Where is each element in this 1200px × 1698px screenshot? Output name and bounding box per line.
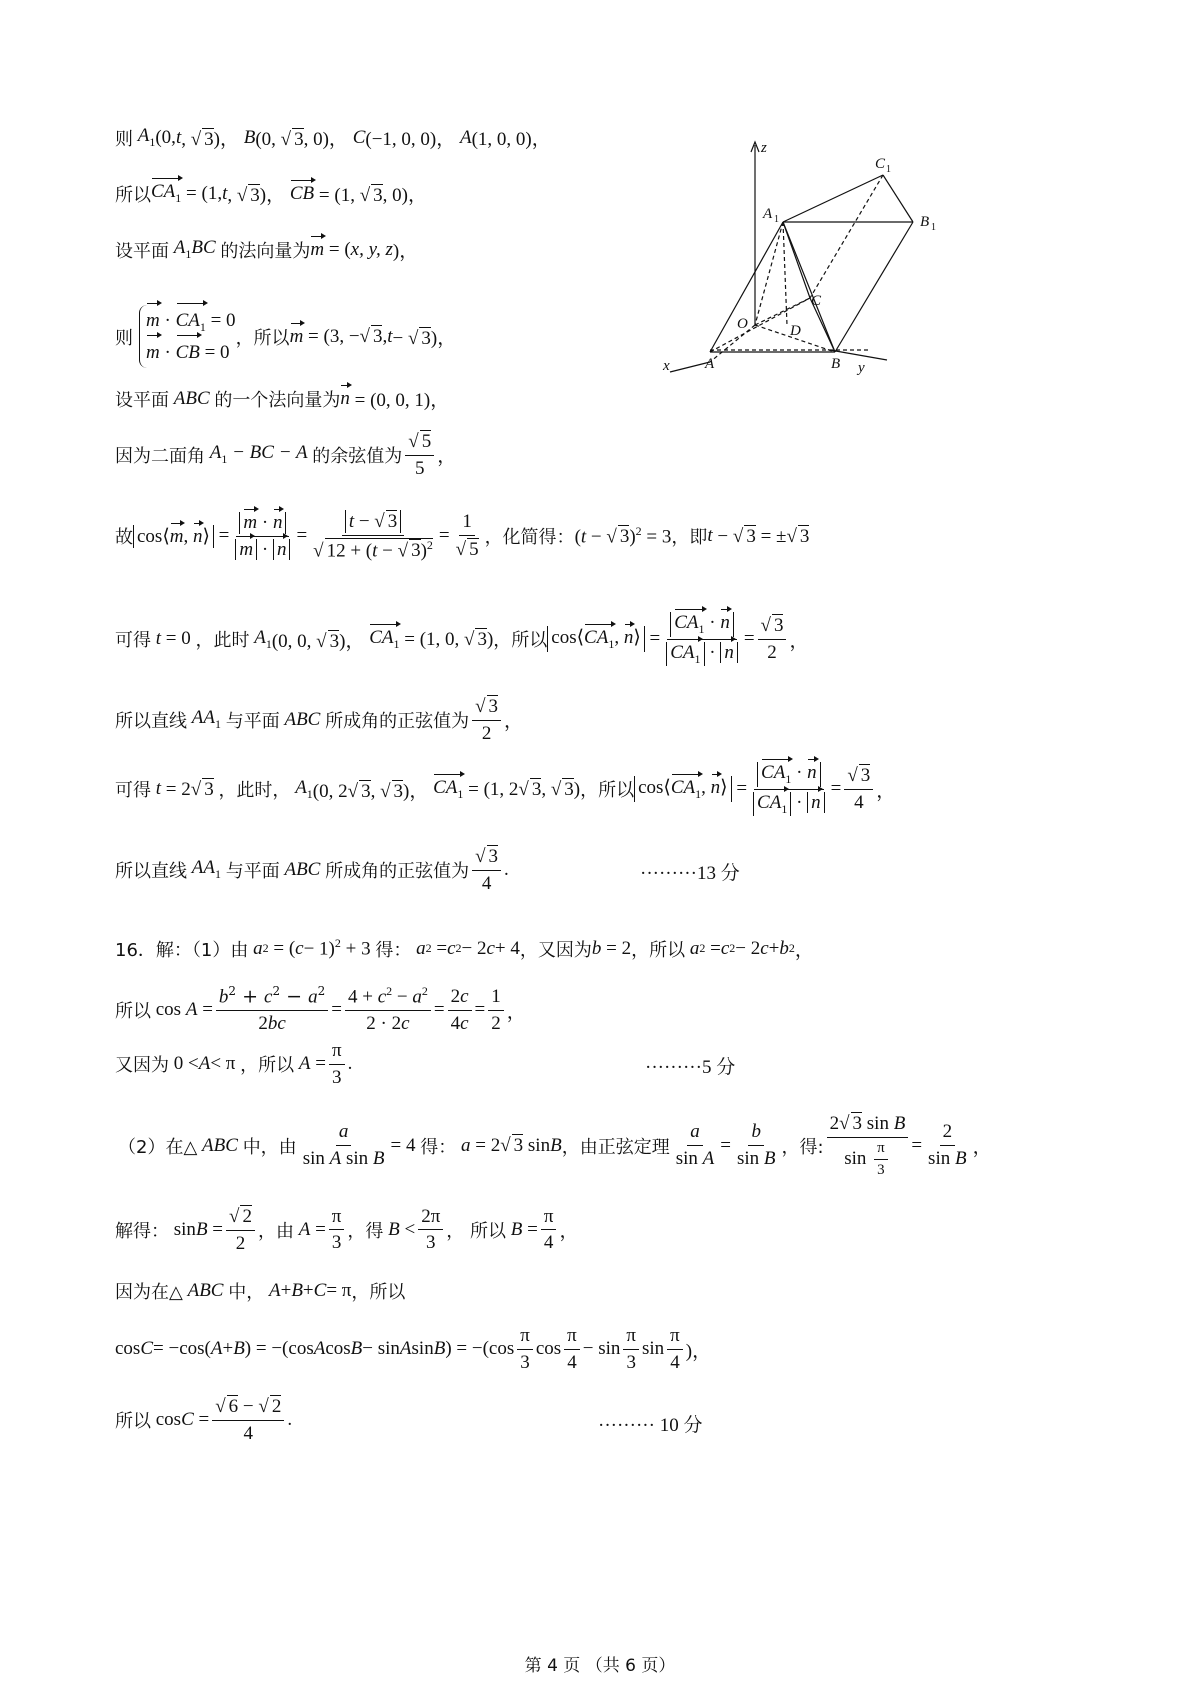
line-system: 则 $m \cdot CA_1 = 0$ m · CB = 0 ，所以 m = (3, −√ 3, t − √ 3)， [115, 305, 456, 368]
score-13: ·········13 分 [640, 863, 740, 884]
line-vectors: 所以 $CA_1$ = (1, t , √ 3)， CB = (1, √ 3, 0)， [115, 181, 427, 206]
q16-line-sum: 因为在△ ABC 中， A + B + C = π ，所以 [115, 1280, 406, 1303]
q16-part2-line: （2）在△ ABC 中，由 $\frac{a}{\text{sin A sin B}}$ = 4 得： a = 2√ 3 sin B ，由正弦定理 $\frac{a}{\text{sin A}}$ = $\frac{b}{\text{sin B}}$ ，得: 2√ 3 sin B sin $\frac{\pi}{3}$ = $\frac{2}{\text{sin B}}$ ， [118, 1113, 992, 1179]
label-y: y [858, 360, 865, 376]
line-sine-1: 所以直线 $AA_1$ 与平面 ABC 所成角的正弦值为 $\frac{√ 3}{2}$ ， [115, 696, 524, 744]
q16-line-A: 又因为 0 < A < π ，所以 A = $\frac{\pi}{3}$ . [115, 1040, 353, 1088]
line-dihedral: 因为二面角 $A_1$ − BC − A 的余弦值为 $\frac{√ 5}{5}$ ， [115, 431, 457, 479]
q16-line-1: 16．解：（1）由 a 2 = ( c − 1)$^2$ + 3 得： a 2 = c 2 − 2 c + 4 ，又因为 b = 2 ，所以 a 2 = c 2 − 2 c + b 2 ， [115, 936, 814, 961]
line-cos-equation: 故 cos⟨m, n⟩ = $\frac{m \cdot n}{m \cdot n}$ = $\frac{t - √ 3}{√ 12 + (t - √ 3)^2}$ = $\frac{1}{√ 5}$ ，化简得： (t − √ 3)$^2$ = 3 ，即 t − √ 3 = ±√ 3 [115, 511, 810, 562]
label-A1: A [763, 206, 773, 222]
line-case-t2: 可得 t = 2√ 3 ，此时， $A_1$ (0, 2√ 3, √ 3)， $CA_1$ = (1, 2√ 3, √ 3) ，所以 $\cos⟨CA_1$, n⟩ = $\frac{CA_1 \cdot n}{CA_1 \cdot n}$ = $\frac{√ 3}{4}$ ， [115, 762, 896, 816]
line-coordinates: 则 $A_1$ (0, t , √ 3)， B (0, √ 3, 0)， C (−1, 0, 0)， A (1, 0, 0)， [115, 125, 551, 150]
label-C1: C [875, 156, 886, 172]
score-10: ········· 10 分 [598, 1415, 703, 1436]
q16-line-cosA: 所以 cos A = $\frac{b^2 + c^2 - a^2}{2bc}$ = $\frac{4 + c^2 - a^2}{2 \cdot 2c}$ = $\frac{2c}{4c}$ = $\frac{1}{2}$ ， [115, 984, 526, 1035]
q16-line-result: 所以 cos C = $\frac{√ 6 - √ 2}{4}$ . [115, 1396, 293, 1444]
svg-text:1: 1 [774, 214, 779, 225]
label-D: D [790, 323, 801, 339]
line-case-t0: 可得 t = 0 ，此时 $A_1$ (0, 0, √ 3)， $CA_1$ = (1, 0, √ 3) ，所以 $\cos⟨CA_1$, n⟩ = $\frac{CA_1 \cdot n}{CA_1 \cdot n}$ = $\frac{√ 3}{2}$ ， [115, 612, 809, 666]
label-z: z [761, 140, 767, 156]
label-B1: B [920, 214, 930, 230]
line-normal-m: 设平面 $A_1BC$ 的法向量为 m = ( x, y, z )， [115, 237, 419, 262]
label-x: x [663, 358, 670, 374]
label-A: A [705, 356, 715, 372]
label-O: O [737, 316, 748, 332]
line-normal-n: 设平面 ABC 的一个法向量为 n = (0, 0, 1)， [115, 387, 450, 411]
svg-text:1: 1 [886, 164, 891, 175]
line-sine-2: 所以直线 $AA_1$ 与平面 ABC 所成角的正弦值为 $\frac{√ 3}{4}$ . [115, 846, 509, 894]
q16-line-cosC: cos C = −cos( A + B ) = −(cos A cos B − sin A sin B ) = −(cos $\frac{\pi}{3}$ cos $\frac{\pi}{4}$ − sin $\frac{\pi}{3}$ sin $\frac{\pi}{4}$ )， [115, 1325, 712, 1373]
prism-diagram [663, 140, 1015, 410]
label-B: B [831, 356, 841, 372]
label-C: C [811, 293, 822, 309]
score-5: ·········5 分 [645, 1057, 736, 1078]
svg-text:1: 1 [931, 222, 936, 233]
page-footer: 第 4 页 （共 6 页） [524, 1656, 676, 1676]
q16-line-B: 解得： sin B = $\frac{√ 2}{2}$ ，由 A = $\frac{\pi}{3}$ ，得 B < $\frac{2\pi}{3}$ ， 所以 B = $\frac{\pi}{4}$ ， [115, 1205, 579, 1254]
